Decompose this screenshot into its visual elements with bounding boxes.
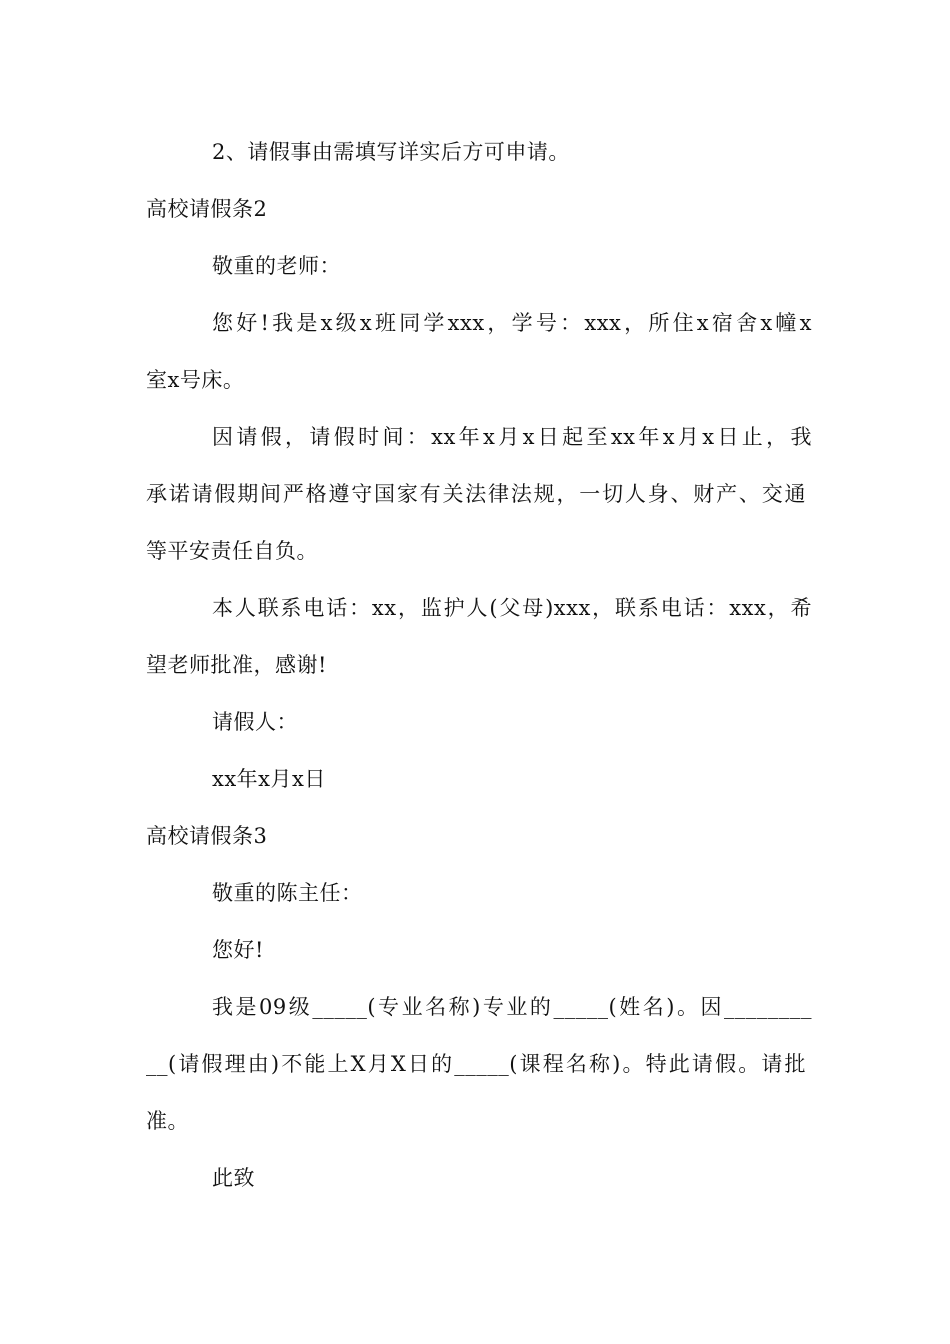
body-paragraph-line: 您好!我是x级x班同学xxx，学号：xxx，所住x宿舍x幢x — [212, 311, 812, 335]
section-heading-3: 高校请假条3 — [146, 824, 268, 848]
salutation: 敬重的陈主任： — [212, 881, 363, 905]
body-paragraph-line: 因请假，请假时间：xx年x月x日起至xx年x月x日止，我 — [212, 425, 812, 449]
body-paragraph-line: __(请假理由)不能上X月X日的_____(课程名称)。特此请假。请批 — [146, 1052, 806, 1076]
date-line: xx年x月x日 — [212, 767, 326, 791]
body-paragraph-line: 我是09级_____(专业名称)专业的_____(姓名)。因________ — [212, 995, 812, 1019]
body-paragraph-line: 等平安责任自负。 — [146, 539, 318, 563]
section-heading-2: 高校请假条2 — [146, 197, 268, 221]
closing-line: 此致 — [212, 1166, 255, 1190]
greeting: 您好! — [212, 938, 264, 962]
salutation: 敬重的老师： — [212, 254, 341, 278]
body-paragraph-line: 室x号床。 — [146, 368, 245, 392]
body-paragraph-line: 本人联系电话：xx，监护人(父母)xxx，联系电话：xxx，希 — [212, 596, 812, 620]
body-paragraph-line: 准。 — [146, 1109, 189, 1133]
signature-label: 请假人： — [212, 710, 298, 734]
note-item-2: 2、请假事由需填写详实后方可申请。 — [212, 140, 570, 164]
body-paragraph-line: 望老师批准，感谢! — [146, 653, 327, 677]
body-paragraph-line: 承诺请假期间严格遵守国家有关法律法规，一切人身、财产、交通 — [146, 482, 806, 506]
